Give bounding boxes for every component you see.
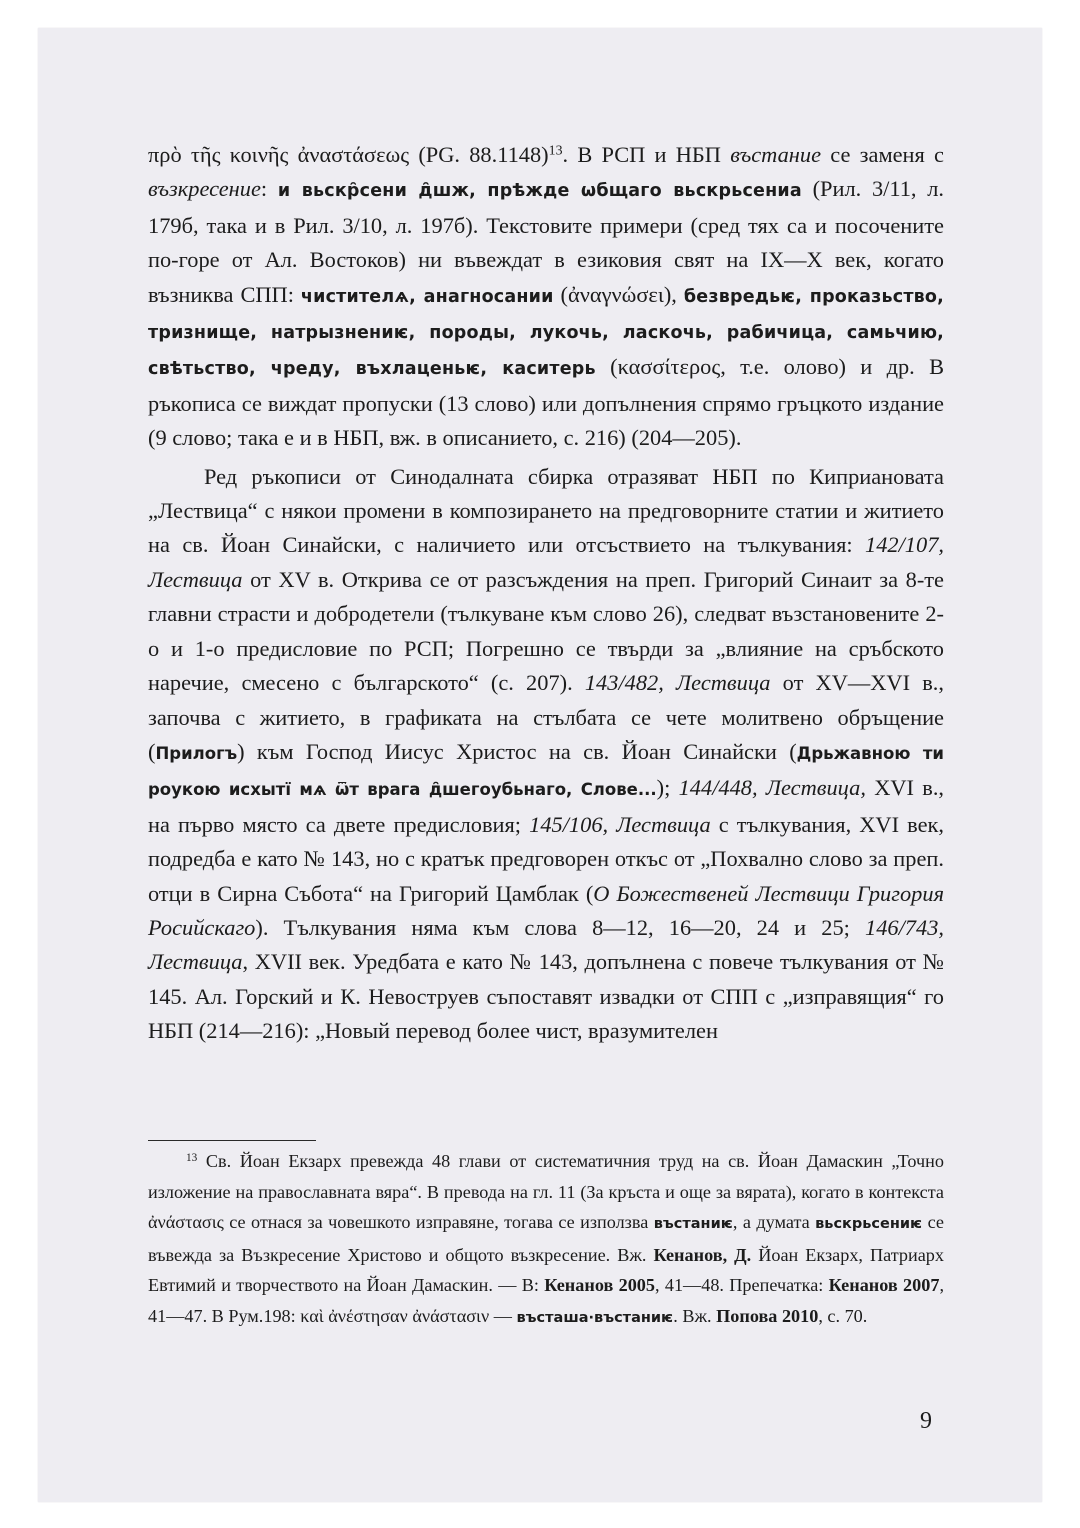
- text-run: (κασσίτερος, т.е. олово) и др. В ръкописа се виждат пропуски (13 слово) или допълнения спрямо гръцкото издание (9 слово; така е и в НБП, вж. в описанието, с. 216) (204—205).: [148, 354, 945, 451]
- text-run: (Рил. 3/11, л. 179б, така и в Рил. 3/10, л. 197б). Текстовите примери (сред тях са и посочените по-горе от Ал. Востоков) ни въвеждат в езиковия свят на IX—X век, когато възниква СПП:: [148, 176, 944, 307]
- text-run: , с. 70.: [818, 1305, 868, 1326]
- slavonic-quote: чистителѧ, анагносании: [300, 286, 554, 307]
- text-run: , XVII век. Уредбата е като № 143, допълнена с повече тълкувания от № 145. Ал. Горский и К. Невоструев съпоставят извадки от СПП с „изправящия“ го НБП (214—216): „Новый перевод более чист, вразумителен: [148, 949, 944, 1044]
- slavonic-quote: безвредьѥ, проказьство, тризнище, натрызнениѥ, породы, лукочь, ласкочь, рабичица, самьчию, свѣтьство, чреду, въхлаценьѥ, каситерь: [148, 286, 945, 380]
- citation-ref: Кенанов 2007: [828, 1275, 940, 1296]
- italic-term: въстание: [730, 142, 822, 167]
- text-run: . Вж.: [673, 1305, 717, 1326]
- text-run: , 41—47. В Рум.198: καὶ ἀνέστησαν ἀνάστασιν —: [148, 1275, 944, 1326]
- italic-term: възкресение: [148, 176, 261, 202]
- main-text: [148, 138, 944, 1049]
- footnote-section: [148, 1146, 944, 1334]
- text-run: се заменя с: [821, 142, 945, 167]
- text-run: от XV в. Открива се от разсъждения на преп. Григорий Синаит за 8-те главни страсти и добродетели (тълкуване към слово 26), следват възстановените 2-о и 1-о предисловие по РСП; Погрешно се твърди за „влияние на сръбското наречие, смесено с българското“ (с. 207).: [148, 566, 944, 696]
- text-run: . В РСП и НБП: [562, 142, 731, 167]
- italic-term: 142/107, Лествица: [148, 532, 944, 592]
- citation-ref: Попова 2010: [716, 1305, 819, 1326]
- text-run: );: [656, 775, 679, 801]
- text-run: πρὸ τῆς κοινῆς ἀναστάσεως (PG. 88.1148): [148, 142, 549, 167]
- text-run: от XV—XVI в., започва с житието, в графиката на стълбата се чете молитвено обръщение (: [148, 670, 944, 764]
- citation-author: Кенанов, Д.: [653, 1244, 752, 1265]
- italic-term: 144/448, Лествица,: [678, 775, 866, 801]
- slavonic-quote: вьскрьсениѥ: [815, 1216, 923, 1233]
- text-run: Ред ръкописи от Синодалната сбирка отразяват НБП по Киприановата „Лествица“ с някои промени в композирането на предговорните статии и житието на св. Йоан Синайски, с наличието или отсъствието на тълкувания:: [148, 463, 944, 558]
- text-run: ) към Господ Иисус Христос на св. Йоан Синайски (: [237, 738, 797, 764]
- footnote-13: [148, 1146, 944, 1334]
- slavonic-quote: въсташа·въстаниѥ: [516, 1309, 674, 1326]
- slavonic-quote: въстаниѥ: [653, 1216, 733, 1233]
- text-run: , 41—48. Препечатка:: [655, 1275, 829, 1296]
- footnote-reference[interactable]: 13: [548, 143, 563, 159]
- slavonic-quote: Прилогъ: [155, 743, 238, 763]
- text-run: с тълкувания, XVI век, подредба е като № 143, но с кратък предговорен откъс от „Похвално слово за преп. отци в Сирна Събота“ на Григорий Цамблак (: [148, 811, 945, 906]
- footnote-number: 13: [186, 1151, 198, 1164]
- slavonic-quote: и вьскр̑сени д̑шж, прѣжде ѡбщаго вьскрьсениа: [277, 181, 802, 202]
- italic-term: 143/482, Лествица: [584, 670, 771, 696]
- italic-term: 146/743, Лествица: [148, 914, 944, 975]
- paragraph-2: [148, 460, 944, 1049]
- text-run: Св. Йоан Екзарх превежда 48 глави от систематичния труд на св. Йоан Дамаскин „Точно изложение на православната вяра“. В превода на гл. 11 (За кръста и още за вярата), когато в контекста ἀνάστασις се отнася за човешкото изправяне, тогава се използва: [148, 1151, 944, 1233]
- citation-ref: Кенанов 2005: [544, 1275, 655, 1296]
- slavonic-quote: Дрьжавною ти роукою исхытї мѧ ѿт врага д̑шегоубьнаго, Слове...: [148, 743, 944, 800]
- footnote-separator: [148, 1140, 316, 1141]
- text-run: XVI в., на първо място са двете предисловия;: [148, 775, 945, 837]
- text-run: , а думата: [732, 1212, 816, 1233]
- text-run: (ἀναγνώσει),: [553, 281, 684, 307]
- page-number: 9: [920, 1408, 932, 1434]
- text-run: се въвежда за Възкресение Христово и общото възкресение. Вж.: [148, 1212, 944, 1265]
- paragraph-1: [148, 138, 944, 456]
- text-run: ). Тълкувания няма към слова 8—12, 16—20, 24 и 25;: [255, 914, 865, 940]
- italic-term: О Божественей Лествици Григория Росийскаго: [148, 880, 944, 940]
- text-run: :: [260, 176, 278, 202]
- text-run: Йоан Екзарх, Патриарх Евтимий и творчеството на Йоан Дамаскин. — В:: [148, 1244, 944, 1296]
- italic-term: 145/106, Лествица: [529, 811, 711, 837]
